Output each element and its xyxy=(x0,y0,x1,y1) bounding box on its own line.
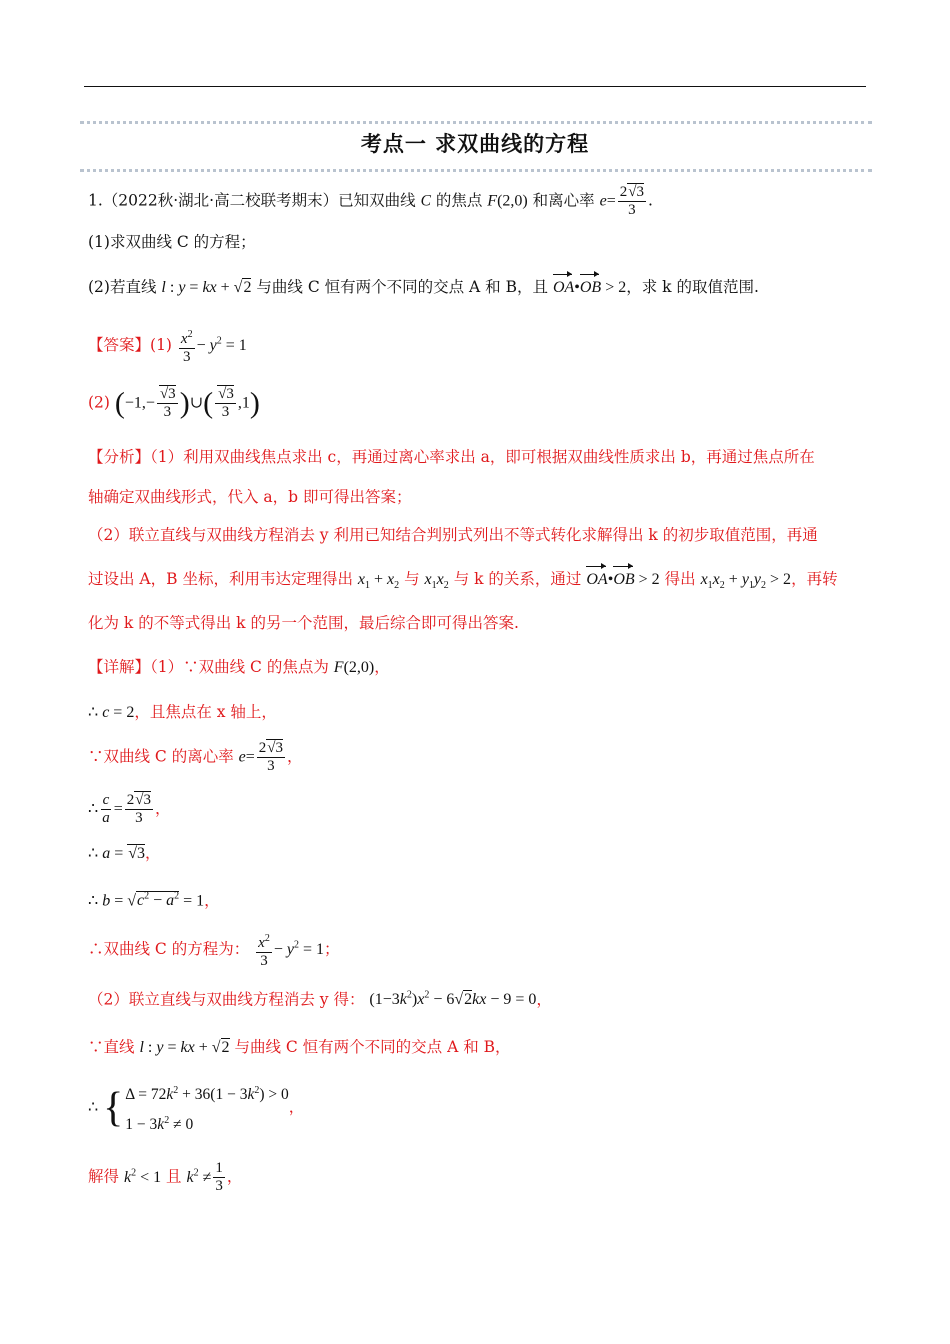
analysis-line-2: 轴确定双曲线形式，代入 a，b 即可得出答案； xyxy=(88,488,412,506)
detail-line-2: ∴ c = 2，且焦点在 x 轴上， xyxy=(88,703,277,721)
title-dotted-rule-bottom xyxy=(80,169,872,172)
detail-line-1: 【详解】（1）∵双曲线 C 的焦点为 F(2,0)， xyxy=(88,658,390,676)
answer-1: 【答案】(1) $\frac{x^2}{3}$ − $y^2 = 1$ xyxy=(88,326,247,366)
detail-line-6: ∴ $b = √c^2 - a^2 = 1$， xyxy=(88,891,220,910)
title-dotted-rule-top xyxy=(80,121,872,124)
answer-2: (2) (−1,− $\frac{√3}{3}$ )∪( $\frac{√3}{3}$ ,1) xyxy=(88,386,260,420)
part-1: (1)求双曲线 C 的方程； xyxy=(88,233,256,251)
detail-line-3: ∵双曲线 C 的离心率 e= $\frac{2√3}{3}$ ， xyxy=(88,740,303,774)
detail-line-7: ∴双曲线 C 的方程为： $\frac{x^2}{3}$ − $y^2 = 1$； xyxy=(88,930,340,970)
detail-line-4: ∴ $\frac{c}{a}$ = $\frac{2√3}{3}$ ， xyxy=(88,792,171,826)
analysis-line-1: 【分析】（1）利用双曲线焦点求出 c，再通过离心率求出 a，即可根据双曲线性质求出 b，再通过焦点所在 xyxy=(88,448,815,466)
detail-line-9: ∵直线 l : y = kx + √2 与曲线 C 恒有两个不同的交点 A 和 B， xyxy=(88,1038,511,1056)
detail-line-11: 解得 $k^2 < 1$ 且 $k^2$ ≠ $\frac{1}{3}$ ， xyxy=(88,1160,243,1194)
problem-stem: 1.（2022秋·湖北·高二校联考期末）已知双曲线 C 的焦点 F(2,0) 和离心率 e= $\frac{2√3}{3}$ . xyxy=(88,184,653,218)
part-2: (2)若直线 l : y = kx + √2 与曲线 C 恒有两个不同的交点 A 和 B，且 OA•OB > 2，求 k 的取值范围. xyxy=(88,276,759,299)
header-rule xyxy=(84,86,866,87)
section-title: 考点一 求双曲线的方程 xyxy=(360,131,590,156)
analysis-line-3: （2）联立直线与双曲线方程消去 y 利用已知结合判别式列出不等式转化求解得出 k 的初步取值范围，再通 xyxy=(88,526,818,544)
detail-line-5: ∴ a = √3， xyxy=(88,844,161,862)
analysis-line-5: 化为 k 的不等式得出 k 的另一个范围，最后综合即可得出答案. xyxy=(88,614,519,632)
analysis-line-4: 过设出 A，B 坐标，利用韦达定理得出 $x_1 + x_2$ 与 $x_1x_2$ 与 k 的关系，通过 OA•OB > 2 得出 $x_1x_2 + y_1y_2 > 2$，再转 xyxy=(88,570,838,592)
detail-line-8: （2）联立直线与双曲线方程消去 y 得： $(1-3k^2)x^2 - 6√2kx - 9 = 0$， xyxy=(88,990,552,1009)
detail-line-10: ∴ { $\Delta = 72k^2 + 36(1 - 3k^2) > 0$ $1 - 3k^2 \ne 0$ ， xyxy=(88,1085,305,1134)
